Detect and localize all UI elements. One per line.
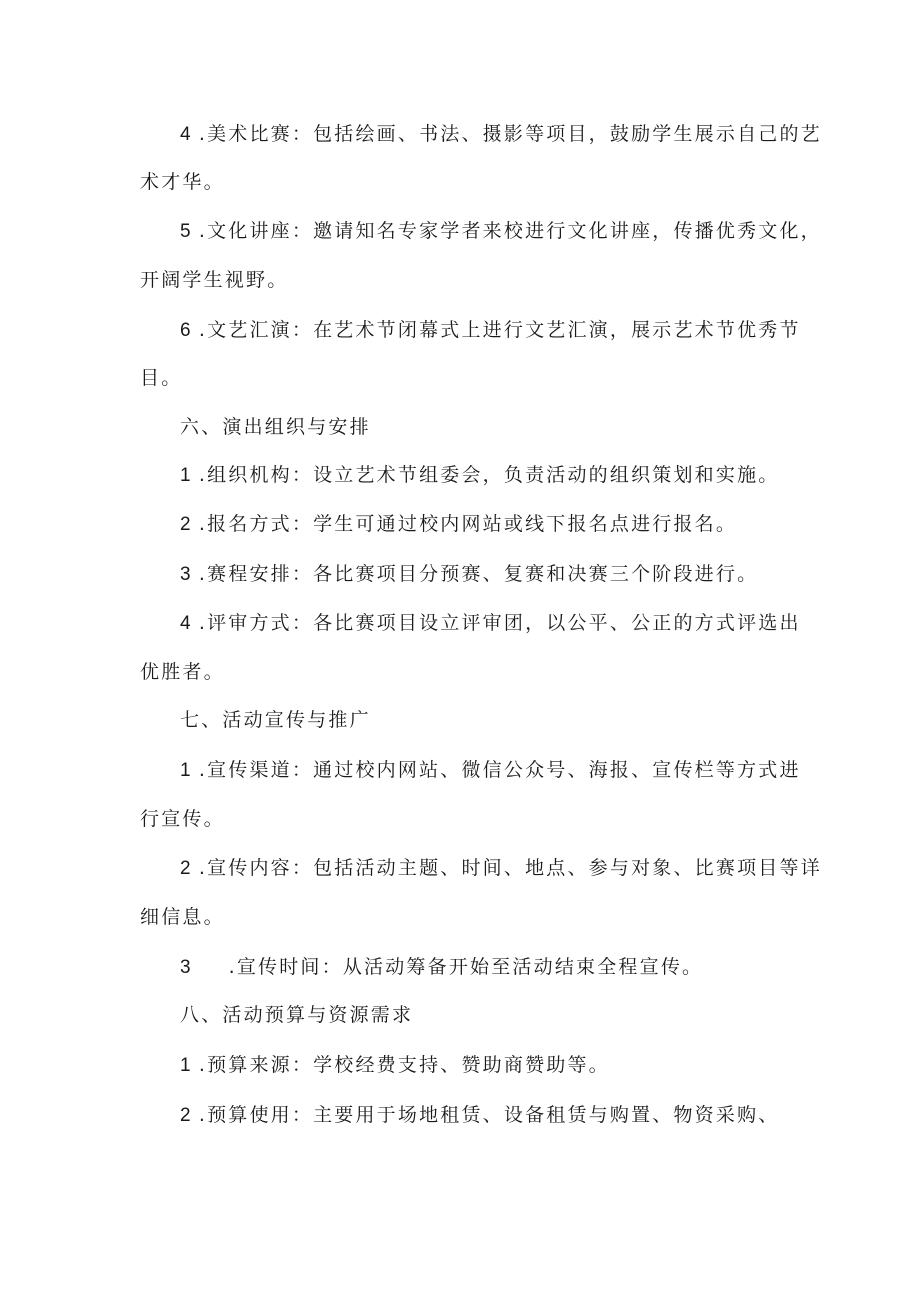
- item-text: .报名方式：学生可通过校内网站或线下报名点进行报名。: [198, 513, 738, 535]
- item-text: .预算使用：主要用于场地租赁、设备租赁与购置、物资采购、: [198, 1104, 780, 1126]
- s7-item-1-line-2: 行宣传。: [140, 808, 225, 830]
- item-text: .组织机构：设立艺术节组委会，负责活动的组织策划和实施。: [198, 464, 780, 486]
- s8-item-1: [140, 1053, 610, 1078]
- item-text: .宣传渠道：通过校内网站、微信公众号、海报、宣传栏等方式进: [198, 759, 801, 781]
- item-text: .评审方式：各比赛项目设立评审团，以公平、公正的方式评选出: [198, 612, 801, 634]
- s7-item-2-line-1: [140, 856, 822, 881]
- list-item-4-art-line-1: [140, 122, 822, 147]
- list-item-5-lecture-line-1: [140, 219, 822, 244]
- item-number: 4: [180, 124, 191, 145]
- s6-item-1: [140, 463, 779, 488]
- s6-item-2: [140, 512, 737, 537]
- item-text: .赛程安排：各比赛项目分预赛、复赛和决赛三个阶段进行。: [198, 563, 759, 585]
- item-text: .文艺汇演：在艺术节闭幕式上进行文艺汇演，展示艺术节优秀节: [198, 319, 801, 341]
- list-item-6-show-line-2: 目。: [140, 367, 183, 389]
- s6-item-4-line-2: 优胜者。: [140, 661, 225, 683]
- s7-item-2-line-2: 细信息。: [140, 906, 225, 928]
- s7-item-1-line-1: [140, 758, 801, 783]
- item-text: .美术比赛：包括绘画、书法、摄影等项目，鼓励学生展示自己的艺: [198, 123, 822, 145]
- item-number: 1: [180, 1055, 191, 1076]
- s7-item-3: [140, 955, 703, 980]
- list-item-4-art-line-2: 术才华。: [140, 171, 225, 193]
- s6-item-3: [140, 562, 758, 587]
- s8-item-2: [140, 1103, 779, 1128]
- section-heading-7: 七、活动宣传与推广: [180, 709, 371, 731]
- item-number: 4: [180, 613, 191, 634]
- item-number: 3: [180, 564, 191, 585]
- item-number: 1: [180, 465, 191, 486]
- list-item-6-show-line-1: [140, 318, 801, 343]
- item-number: 5: [180, 221, 191, 242]
- s6-item-4-line-1: [140, 611, 801, 636]
- item-number: 1: [180, 760, 191, 781]
- item-text: .预算来源：学校经费支持、赞助商赞助等。: [198, 1054, 610, 1076]
- section-heading-6: 六、演出组织与安排: [180, 416, 371, 438]
- item-text: .宣传时间：从活动筹备开始至活动结束全程宣传。: [228, 956, 704, 978]
- item-number: 6: [180, 320, 191, 341]
- list-item-5-lecture-line-2: 开阔学生视野。: [140, 269, 289, 291]
- item-text: .宣传内容：包括活动主题、时间、地点、参与对象、比赛项目等详: [198, 857, 822, 879]
- item-number: 2: [180, 514, 191, 535]
- item-number: 2: [180, 858, 191, 879]
- item-number: 3: [180, 957, 191, 978]
- section-heading-8: 八、活动预算与资源需求: [180, 1004, 414, 1026]
- item-text: .文化讲座：邀请知名专家学者来校进行文化讲座，传播优秀文化，: [198, 220, 822, 242]
- item-number: 2: [180, 1105, 191, 1126]
